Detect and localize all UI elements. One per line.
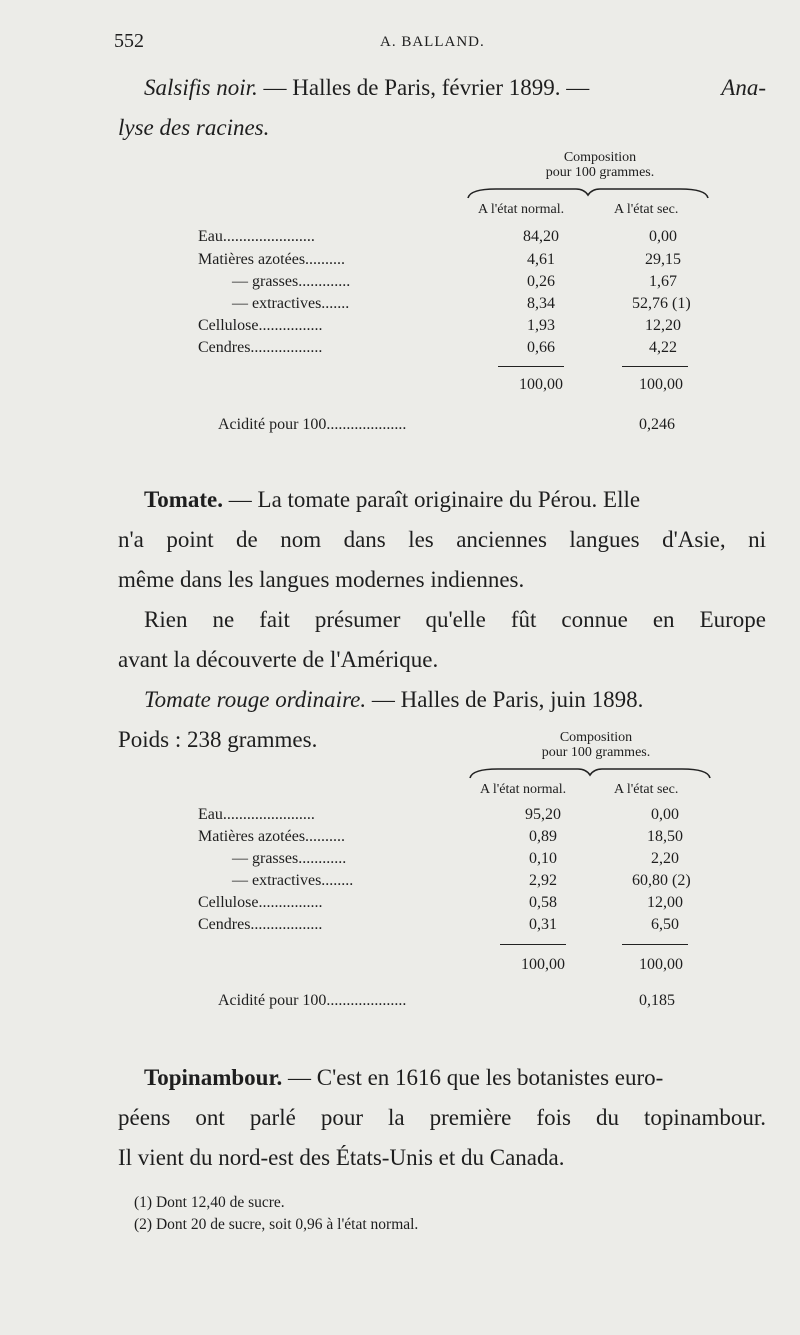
tomate-line-2: n'a point de nom dans les anciennes langues d'Asie, ni [118,527,766,552]
table-row-label: Cellulose................ [198,317,323,334]
tomate-variety-text: — Halles de Paris, juin 1898. [371,687,644,712]
table-cell-normal: 2,92 [529,872,557,889]
topinambour-line-2: péens ont parlé pour la première fois du topinambour. [118,1105,766,1130]
topinambour-title: Topinambour. [144,1065,283,1090]
salsifis-text-continued: lyse des racines. [118,115,270,140]
salsifis-text-hyphen: Ana- [721,75,766,100]
salsifis-text: — Halles de Paris, février 1899. — [263,75,590,100]
table-row-label: — grasses............. [232,273,351,290]
total-normal: 100,00 [521,956,565,973]
table-cell-normal: 95,20 [525,806,561,823]
table-cell-normal: 4,61 [527,251,555,268]
tomate-line-1: — La tomate paraît originaire du Pérou. Elle [228,487,641,512]
column-header-sec: A l'état sec. [614,202,679,217]
table-cell-normal: 0,10 [529,850,557,867]
table-row-label: Matières azotées.......... [198,251,346,268]
total-sec: 100,00 [639,956,683,973]
table-row-label: Cendres.................. [198,339,323,356]
acidity-label: Acidité pour 100.................... [218,992,407,1009]
topinambour-paragraph [118,1058,766,1178]
table-cell-sec: 52,76 (1) [632,295,691,312]
table-cell-sec: 0,00 [649,228,677,245]
page-number: 552 [114,30,144,52]
table-cell-normal: 84,20 [523,228,559,245]
table-row-label: — extractives........ [232,872,354,889]
total-normal: 100,00 [519,376,563,393]
table-cell-sec: 12,20 [645,317,681,334]
table-cell-normal: 8,34 [527,295,555,312]
tomate-line-4: Rien ne fait présumer qu'elle fût connue en Europe [144,607,766,632]
tomate-line-3: même dans les langues modernes indiennes. [118,567,525,592]
sum-rule [500,944,566,945]
topinambour-line-3: Il vient du nord-est des États-Unis et du Canada. [118,1145,565,1170]
footnote-1: (1) Dont 12,40 de sucre. [134,1194,285,1211]
tomate-title: Tomate. [144,487,224,512]
composition-heading-line1: Composition [559,730,633,745]
tomate-line-5: avant la découverte de l'Amérique. [118,647,439,672]
sum-rule [622,944,688,945]
total-sec: 100,00 [639,376,683,393]
composition-heading [496,730,696,760]
table-cell-normal: 0,89 [529,828,557,845]
acidity-label: Acidité pour 100.................... [218,416,407,433]
table-row-label: — extractives....... [232,295,350,312]
table-row-label: Matières azotées.......... [198,828,346,845]
acidity-value: 0,246 [639,416,675,433]
table-cell-normal: 0,58 [529,894,557,911]
running-title: A. BALLAND. [380,34,485,50]
table-row-label: Cendres.................. [198,916,323,933]
table-cell-sec: 12,00 [647,894,683,911]
brace-icon [468,766,712,780]
table-row-label: Eau....................... [198,806,315,823]
topinambour-line-1: — C'est en 1616 que les botanistes euro- [288,1065,664,1090]
table-cell-sec: 29,15 [645,251,681,268]
table-cell-sec: 4,22 [649,339,677,356]
table-cell-sec: 18,50 [647,828,683,845]
table-cell-normal: 1,93 [527,317,555,334]
table-cell-normal: 0,66 [527,339,555,356]
footnote-2: (2) Dont 20 de sucre, soit 0,96 à l'état normal. [134,1216,419,1233]
table-row-label: Eau....................... [198,228,315,245]
table-cell-normal: 0,26 [527,273,555,290]
column-header-normal: A l'état normal. [480,782,567,797]
table-cell-sec: 6,50 [651,916,679,933]
salsifis-title: Salsifis noir. [144,75,258,100]
table-cell-sec: 0,00 [651,806,679,823]
tomate-variety: Tomate rouge ordinaire. [144,687,367,712]
table-row-label: — grasses............ [232,850,347,867]
table-row-label: Cellulose................ [198,894,323,911]
table-cell-sec: 2,20 [651,850,679,867]
composition-heading-line2: pour 100 grammes. [541,745,651,760]
table-cell-sec: 1,67 [649,273,677,290]
composition-heading-line1: Composition [563,150,637,165]
table-cell-normal: 0,31 [529,916,557,933]
composition-heading-line2: pour 100 grammes. [545,165,655,180]
tomate-weight: Poids : 238 grammes. [118,727,318,752]
table-cell-sec: 60,80 (2) [632,872,691,889]
column-header-normal: A l'état normal. [478,202,565,217]
acidity-value: 0,185 [639,992,675,1009]
column-header-sec: A l'état sec. [614,782,679,797]
